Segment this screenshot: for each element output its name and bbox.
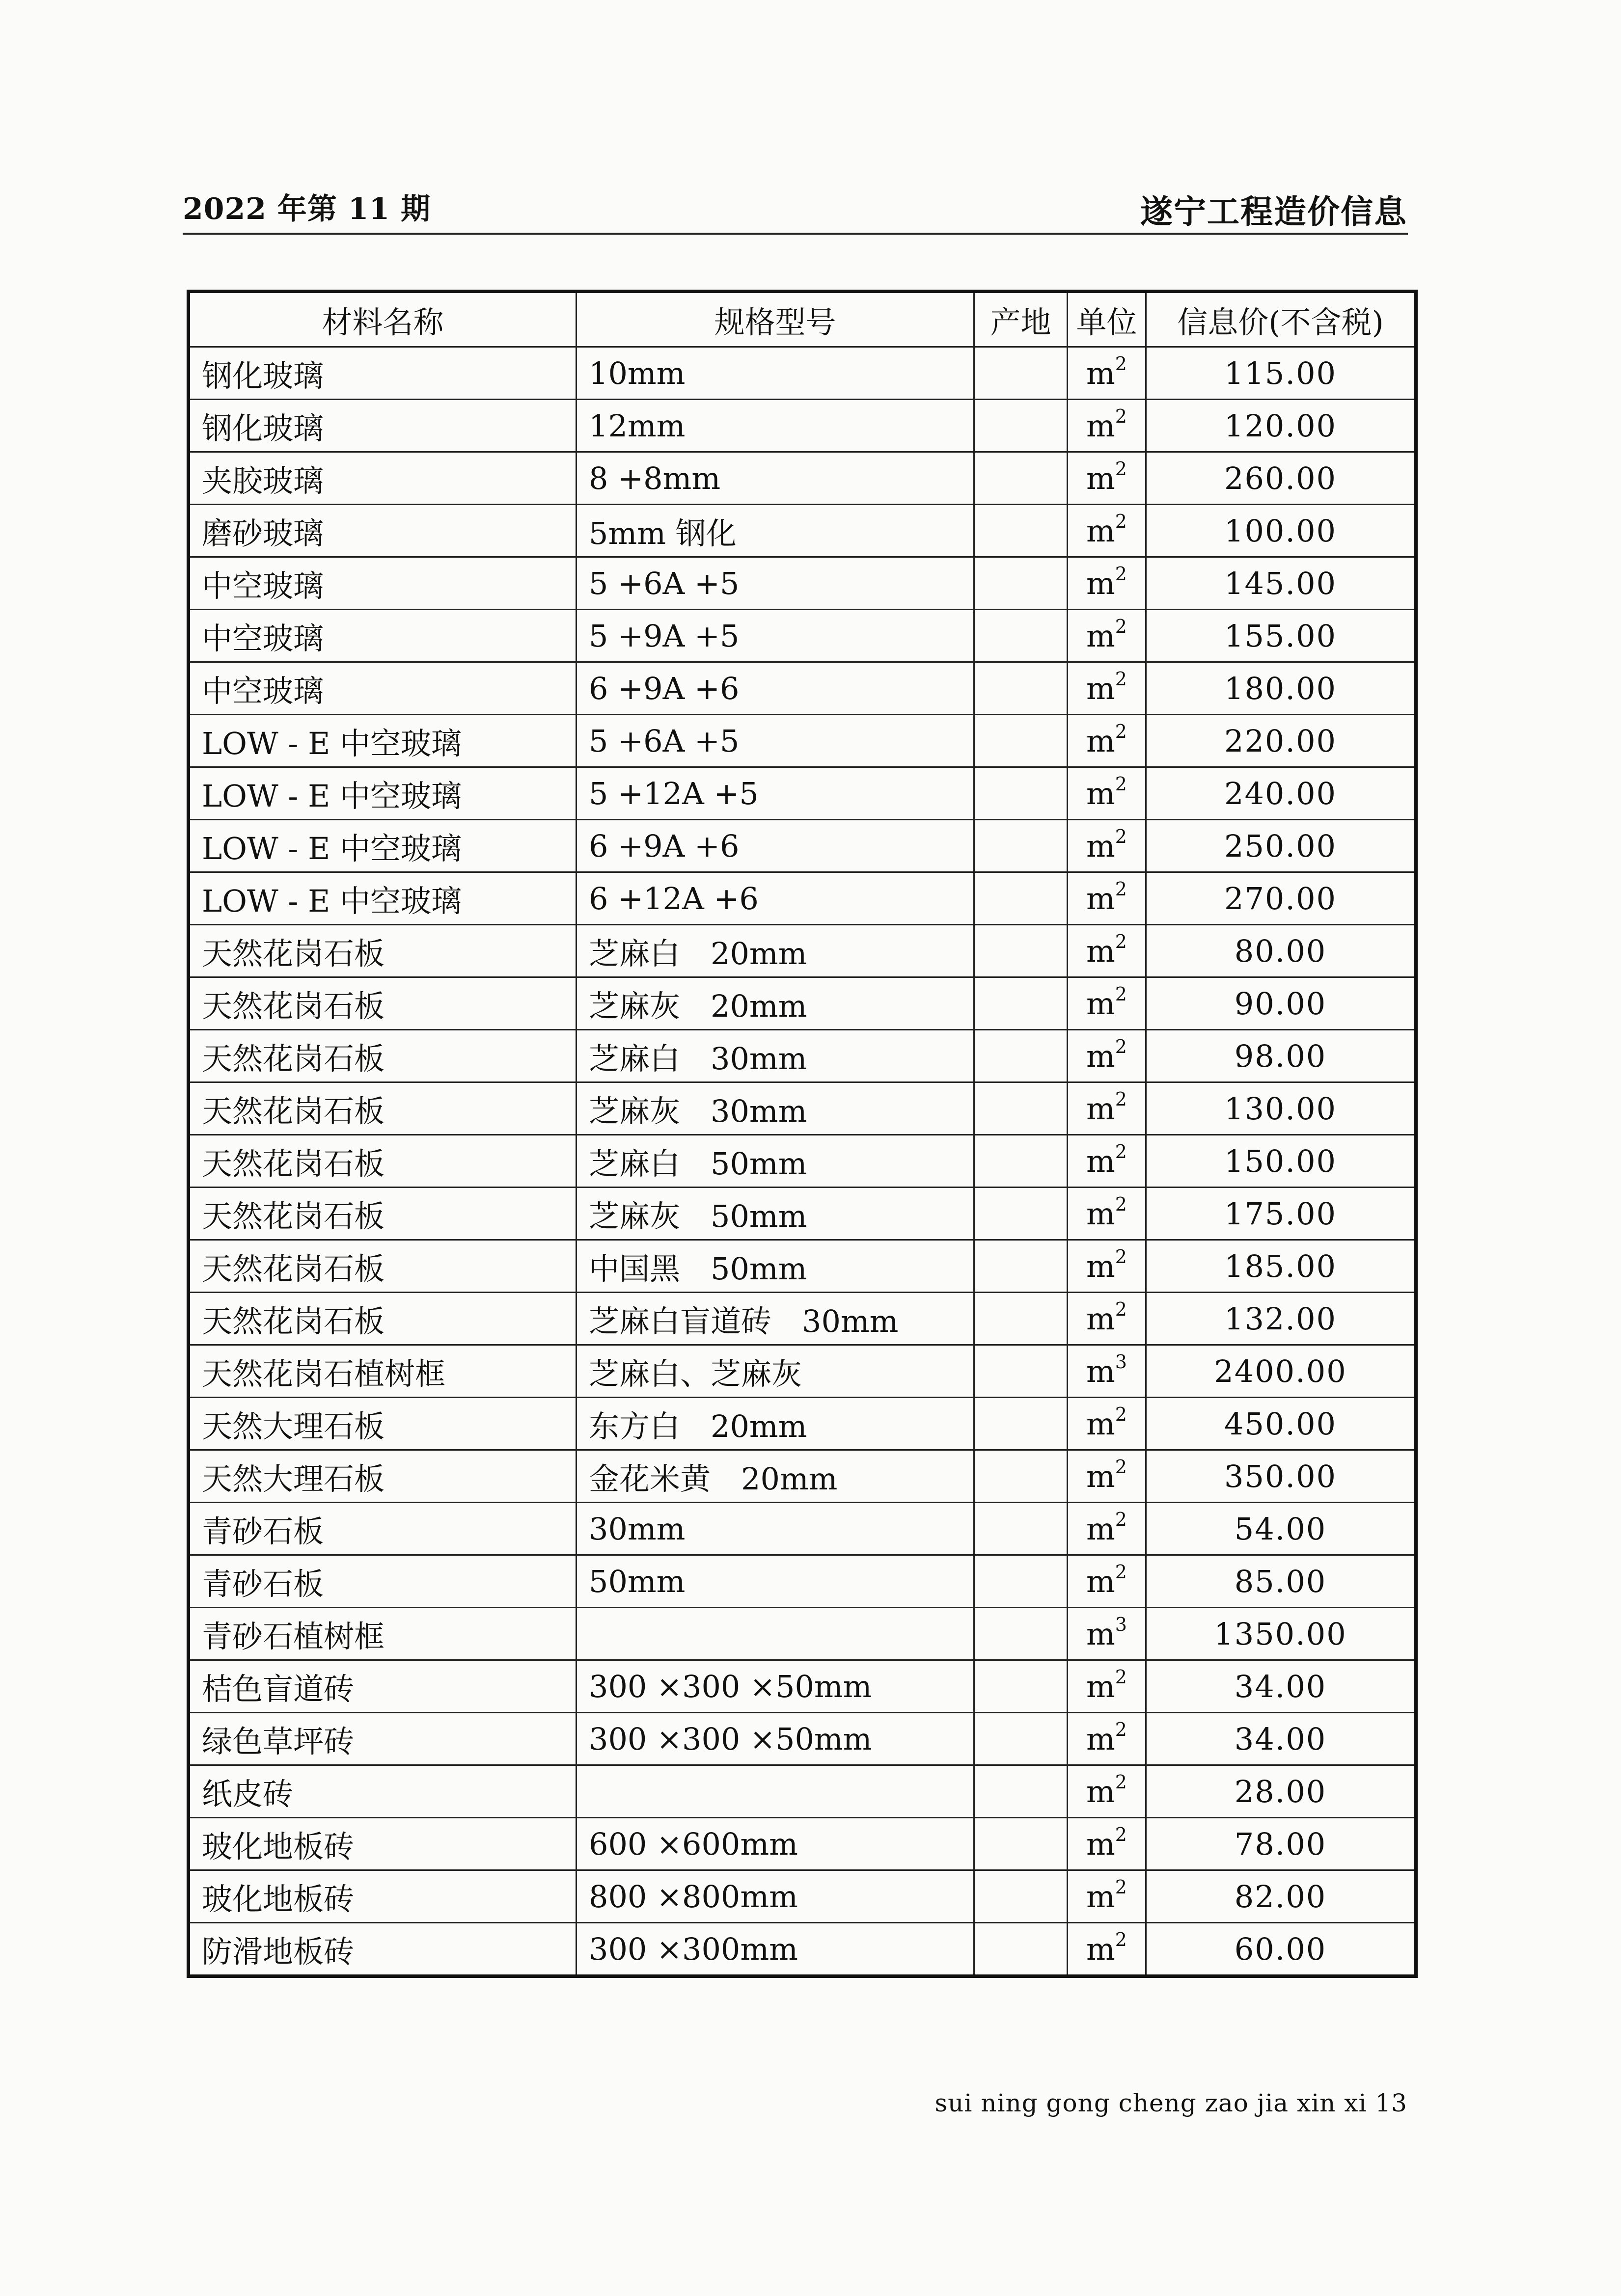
unit-cell: [1068, 1923, 1146, 1976]
unit-cell: [1068, 1870, 1146, 1923]
unit-cell: [1068, 767, 1146, 820]
origin-cell: [974, 925, 1068, 977]
spec-cell: 芝麻白 30mm: [577, 1030, 974, 1082]
spec-cell: 5 +9A +5: [577, 610, 974, 662]
price-cell: 2400.00: [1146, 1345, 1416, 1398]
unit-cell: [1068, 1450, 1146, 1503]
spec-cell: 300 ×300 ×50mm: [577, 1713, 974, 1765]
material-name-cell: 纸皮砖: [189, 1765, 577, 1818]
column-header-origin: 产地: [974, 292, 1068, 347]
table-row: [189, 977, 1416, 1030]
column-header-price: 信息价(不含税): [1146, 292, 1416, 347]
material-name-cell: 天然花岗石板: [189, 977, 577, 1030]
price-cell: 155.00: [1146, 610, 1416, 662]
price-cell: 28.00: [1146, 1765, 1416, 1818]
spec-cell: 800 ×800mm: [577, 1870, 974, 1923]
unit-base: m: [1086, 1511, 1115, 1547]
table-row: [189, 1188, 1416, 1240]
material-name-cell: 防滑地板砖: [189, 1923, 577, 1976]
spec-cell: 芝麻灰 50mm: [577, 1188, 974, 1240]
unit-cell: [1068, 557, 1146, 610]
material-name-cell: 青砂石板: [189, 1503, 577, 1555]
material-name-cell: 夹胶玻璃: [189, 452, 577, 505]
unit-base: m: [1086, 565, 1115, 601]
unit-exponent: 2: [1115, 930, 1127, 952]
origin-cell: [974, 347, 1068, 400]
price-cell: 220.00: [1146, 715, 1416, 767]
unit-cell: [1068, 1398, 1146, 1450]
price-cell: 120.00: [1146, 400, 1416, 452]
unit-exponent: 3: [1115, 1351, 1127, 1373]
unit-exponent: 2: [1115, 615, 1127, 637]
unit-cell: [1068, 347, 1146, 400]
table-row: [189, 1450, 1416, 1503]
unit-cell: [1068, 1608, 1146, 1660]
price-cell: 34.00: [1146, 1713, 1416, 1765]
price-cell: 260.00: [1146, 452, 1416, 505]
spec-cell: 6 +9A +6: [577, 662, 974, 715]
origin-cell: [974, 1240, 1068, 1293]
unit-base: m: [1086, 1773, 1115, 1810]
origin-cell: [974, 1188, 1068, 1240]
unit-exponent: 2: [1115, 878, 1127, 900]
origin-cell: [974, 400, 1068, 452]
price-cell: 145.00: [1146, 557, 1416, 610]
unit-cell: [1068, 1660, 1146, 1713]
table-row: [189, 1765, 1416, 1818]
price-cell: 115.00: [1146, 347, 1416, 400]
unit-exponent: 2: [1115, 1508, 1127, 1530]
table-row: [189, 1555, 1416, 1608]
origin-cell: [974, 1923, 1068, 1976]
table-row: [189, 872, 1416, 925]
unit-cell: [1068, 610, 1146, 662]
unit-base: m: [1086, 1143, 1115, 1179]
origin-cell: [974, 767, 1068, 820]
unit-exponent: 2: [1115, 1666, 1127, 1688]
origin-cell: [974, 1503, 1068, 1555]
price-cell: 250.00: [1146, 820, 1416, 872]
spec-cell: 300 ×300mm: [577, 1923, 974, 1976]
material-name-cell: 绿色草坪砖: [189, 1713, 577, 1765]
unit-cell: [1068, 820, 1146, 872]
unit-exponent: 2: [1115, 1876, 1127, 1898]
price-cell: 240.00: [1146, 767, 1416, 820]
unit-base: m: [1086, 618, 1115, 654]
unit-exponent: 3: [1115, 1613, 1127, 1635]
price-cell: 130.00: [1146, 1082, 1416, 1135]
unit-base: m: [1086, 1300, 1115, 1337]
unit-cell: [1068, 1555, 1146, 1608]
unit-base: m: [1086, 723, 1115, 759]
table-row: [189, 1660, 1416, 1713]
table-row: [189, 1082, 1416, 1135]
material-name-cell: 桔色盲道砖: [189, 1660, 577, 1713]
material-name-cell: 天然大理石板: [189, 1450, 577, 1503]
unit-exponent: 2: [1115, 1298, 1127, 1320]
material-name-cell: LOW - E 中空玻璃: [189, 872, 577, 925]
spec-cell: 8 +8mm: [577, 452, 974, 505]
header-row: [189, 292, 1416, 347]
spec-cell: 东方白 20mm: [577, 1398, 974, 1450]
material-name-cell: LOW - E 中空玻璃: [189, 820, 577, 872]
spec-cell: [577, 1765, 974, 1818]
unit-cell: [1068, 505, 1146, 557]
origin-cell: [974, 1450, 1068, 1503]
origin-cell: [974, 820, 1068, 872]
material-name-cell: 天然花岗石板: [189, 1293, 577, 1345]
unit-cell: [1068, 715, 1146, 767]
origin-cell: [974, 557, 1068, 610]
material-name-cell: 钢化玻璃: [189, 400, 577, 452]
table-row: [189, 715, 1416, 767]
table-row: [189, 1398, 1416, 1450]
unit-exponent: 2: [1115, 1193, 1127, 1215]
price-cell: 100.00: [1146, 505, 1416, 557]
table-row: [189, 662, 1416, 715]
material-name-cell: LOW - E 中空玻璃: [189, 767, 577, 820]
unit-exponent: 2: [1115, 1035, 1127, 1057]
origin-cell: [974, 977, 1068, 1030]
material-name-cell: 玻化地板砖: [189, 1818, 577, 1870]
origin-cell: [974, 1713, 1068, 1765]
table-row: [189, 452, 1416, 505]
material-name-cell: 天然大理石板: [189, 1398, 577, 1450]
unit-cell: [1068, 452, 1146, 505]
price-cell: 180.00: [1146, 662, 1416, 715]
unit-base: m: [1086, 933, 1115, 969]
origin-cell: [974, 452, 1068, 505]
origin-cell: [974, 1870, 1068, 1923]
origin-cell: [974, 505, 1068, 557]
unit-exponent: 2: [1115, 510, 1127, 532]
unit-base: m: [1086, 1721, 1115, 1757]
unit-exponent: 2: [1115, 825, 1127, 847]
origin-cell: [974, 1293, 1068, 1345]
material-name-cell: 中空玻璃: [189, 610, 577, 662]
unit-exponent: 2: [1115, 352, 1127, 375]
issue-label: 2022 年第 11 期: [183, 192, 431, 226]
origin-cell: [974, 1818, 1068, 1870]
spec-cell: [577, 1608, 974, 1660]
price-cell: 82.00: [1146, 1870, 1416, 1923]
price-cell: 85.00: [1146, 1555, 1416, 1608]
unit-cell: [1068, 662, 1146, 715]
table-row: [189, 1713, 1416, 1765]
unit-base: m: [1086, 407, 1115, 444]
origin-cell: [974, 1030, 1068, 1082]
spec-cell: 12mm: [577, 400, 974, 452]
material-name-cell: 天然花岗石板: [189, 1030, 577, 1082]
unit-base: m: [1086, 1616, 1115, 1652]
material-name-cell: 中空玻璃: [189, 557, 577, 610]
spec-cell: 芝麻灰 20mm: [577, 977, 974, 1030]
unit-cell: [1068, 977, 1146, 1030]
unit-exponent: 2: [1115, 1561, 1127, 1583]
unit-base: m: [1086, 1878, 1115, 1915]
unit-cell: [1068, 400, 1146, 452]
price-cell: 60.00: [1146, 1923, 1416, 1976]
spec-cell: 金花米黄 20mm: [577, 1450, 974, 1503]
origin-cell: [974, 1398, 1068, 1450]
column-header-spec: 规格型号: [577, 292, 974, 347]
spec-cell: 5 +6A +5: [577, 715, 974, 767]
table-row: [189, 1240, 1416, 1293]
price-cell: 1350.00: [1146, 1608, 1416, 1660]
unit-exponent: 2: [1115, 1456, 1127, 1478]
table-body: [189, 347, 1416, 1976]
table-row: [189, 820, 1416, 872]
unit-cell: [1068, 1345, 1146, 1398]
table-row: [189, 505, 1416, 557]
table-row: [189, 347, 1416, 400]
material-name-cell: 天然花岗石板: [189, 1082, 577, 1135]
unit-base: m: [1086, 1248, 1115, 1284]
table-row: [189, 1503, 1416, 1555]
unit-exponent: 2: [1115, 668, 1127, 690]
price-cell: 98.00: [1146, 1030, 1416, 1082]
table-row: [189, 400, 1416, 452]
unit-base: m: [1086, 1563, 1115, 1599]
unit-exponent: 2: [1115, 983, 1127, 1005]
unit-cell: [1068, 925, 1146, 977]
unit-base: m: [1086, 513, 1115, 549]
column-header-name: 材料名称: [189, 292, 577, 347]
spec-cell: 300 ×300 ×50mm: [577, 1660, 974, 1713]
price-cell: 450.00: [1146, 1398, 1416, 1450]
unit-exponent: 2: [1115, 1088, 1127, 1110]
price-cell: 80.00: [1146, 925, 1416, 977]
origin-cell: [974, 872, 1068, 925]
material-name-cell: 青砂石植树框: [189, 1608, 577, 1660]
unit-base: m: [1086, 880, 1115, 917]
spec-cell: 5mm 钢化: [577, 505, 974, 557]
unit-exponent: 2: [1115, 1771, 1127, 1793]
unit-cell: [1068, 1293, 1146, 1345]
table-row: [189, 1923, 1416, 1976]
origin-cell: [974, 1660, 1068, 1713]
material-name-cell: 磨砂玻璃: [189, 505, 577, 557]
price-table: [187, 290, 1418, 1978]
origin-cell: [974, 1765, 1068, 1818]
unit-base: m: [1086, 1090, 1115, 1127]
unit-cell: [1068, 1082, 1146, 1135]
origin-cell: [974, 662, 1068, 715]
unit-exponent: 2: [1115, 563, 1127, 585]
unit-cell: [1068, 1135, 1146, 1188]
unit-base: m: [1086, 1195, 1115, 1232]
unit-base: m: [1086, 670, 1115, 706]
spec-cell: 50mm: [577, 1555, 974, 1608]
origin-cell: [974, 1555, 1068, 1608]
price-cell: 350.00: [1146, 1450, 1416, 1503]
origin-cell: [974, 1608, 1068, 1660]
unit-cell: [1068, 1188, 1146, 1240]
page-footer: sui ning gong cheng zao jia xin xi 13: [934, 2089, 1407, 2117]
spec-cell: 10mm: [577, 347, 974, 400]
unit-base: m: [1086, 1826, 1115, 1862]
column-header-unit: 单位: [1068, 292, 1146, 347]
unit-base: m: [1086, 1038, 1115, 1074]
unit-base: m: [1086, 460, 1115, 496]
unit-exponent: 2: [1115, 1245, 1127, 1268]
material-name-cell: 天然花岗石植树框: [189, 1345, 577, 1398]
spec-cell: 芝麻白 20mm: [577, 925, 974, 977]
price-cell: 78.00: [1146, 1818, 1416, 1870]
price-cell: 54.00: [1146, 1503, 1416, 1555]
material-name-cell: LOW - E 中空玻璃: [189, 715, 577, 767]
spec-cell: 5 +6A +5: [577, 557, 974, 610]
unit-cell: [1068, 1030, 1146, 1082]
unit-base: m: [1086, 355, 1115, 391]
unit-base: m: [1086, 1353, 1115, 1389]
unit-exponent: 2: [1115, 458, 1127, 480]
material-name-cell: 天然花岗石板: [189, 1240, 577, 1293]
spec-cell: 600 ×600mm: [577, 1818, 974, 1870]
unit-cell: [1068, 1503, 1146, 1555]
unit-exponent: 2: [1115, 720, 1127, 742]
price-cell: 175.00: [1146, 1188, 1416, 1240]
price-cell: 270.00: [1146, 872, 1416, 925]
table-row: [189, 925, 1416, 977]
origin-cell: [974, 1082, 1068, 1135]
table-header: [189, 292, 1416, 347]
unit-exponent: 2: [1115, 773, 1127, 795]
unit-cell: [1068, 1765, 1146, 1818]
origin-cell: [974, 715, 1068, 767]
origin-cell: [974, 610, 1068, 662]
unit-base: m: [1086, 1458, 1115, 1494]
origin-cell: [974, 1135, 1068, 1188]
material-name-cell: 玻化地板砖: [189, 1870, 577, 1923]
unit-cell: [1068, 1240, 1146, 1293]
material-name-cell: 天然花岗石板: [189, 925, 577, 977]
spec-cell: 芝麻白 50mm: [577, 1135, 974, 1188]
table-row: [189, 1135, 1416, 1188]
price-cell: 185.00: [1146, 1240, 1416, 1293]
spec-cell: 芝麻灰 30mm: [577, 1082, 974, 1135]
unit-exponent: 2: [1115, 1140, 1127, 1162]
spec-cell: 芝麻白盲道砖 30mm: [577, 1293, 974, 1345]
publication-title: 遂宁工程造价信息: [1140, 192, 1407, 231]
spec-cell: 中国黑 50mm: [577, 1240, 974, 1293]
unit-base: m: [1086, 1405, 1115, 1442]
table-row: [189, 1293, 1416, 1345]
table-row: [189, 1870, 1416, 1923]
unit-exponent: 2: [1115, 1823, 1127, 1845]
origin-cell: [974, 1345, 1068, 1398]
unit-cell: [1068, 1713, 1146, 1765]
unit-exponent: 2: [1115, 1718, 1127, 1740]
material-name-cell: 天然花岗石板: [189, 1135, 577, 1188]
table-row: [189, 767, 1416, 820]
material-name-cell: 天然花岗石板: [189, 1188, 577, 1240]
table-row: [189, 1818, 1416, 1870]
material-name-cell: 钢化玻璃: [189, 347, 577, 400]
material-name-cell: 青砂石板: [189, 1555, 577, 1608]
unit-base: m: [1086, 1931, 1115, 1967]
price-cell: 132.00: [1146, 1293, 1416, 1345]
unit-exponent: 2: [1115, 405, 1127, 427]
unit-exponent: 2: [1115, 1403, 1127, 1425]
table-row: [189, 1030, 1416, 1082]
table-row: [189, 610, 1416, 662]
unit-base: m: [1086, 828, 1115, 864]
unit-cell: [1068, 1818, 1146, 1870]
price-cell: 34.00: [1146, 1660, 1416, 1713]
unit-base: m: [1086, 1668, 1115, 1704]
table-row: [189, 1608, 1416, 1660]
table-row: [189, 1345, 1416, 1398]
material-name-cell: 中空玻璃: [189, 662, 577, 715]
header-divider: [183, 233, 1408, 235]
unit-cell: [1068, 872, 1146, 925]
spec-cell: 5 +12A +5: [577, 767, 974, 820]
table-row: [189, 557, 1416, 610]
spec-cell: 芝麻白、芝麻灰: [577, 1345, 974, 1398]
unit-base: m: [1086, 985, 1115, 1022]
unit-base: m: [1086, 775, 1115, 811]
spec-cell: 6 +12A +6: [577, 872, 974, 925]
unit-exponent: 2: [1115, 1928, 1127, 1950]
price-cell: 150.00: [1146, 1135, 1416, 1188]
price-cell: 90.00: [1146, 977, 1416, 1030]
spec-cell: 30mm: [577, 1503, 974, 1555]
spec-cell: 6 +9A +6: [577, 820, 974, 872]
